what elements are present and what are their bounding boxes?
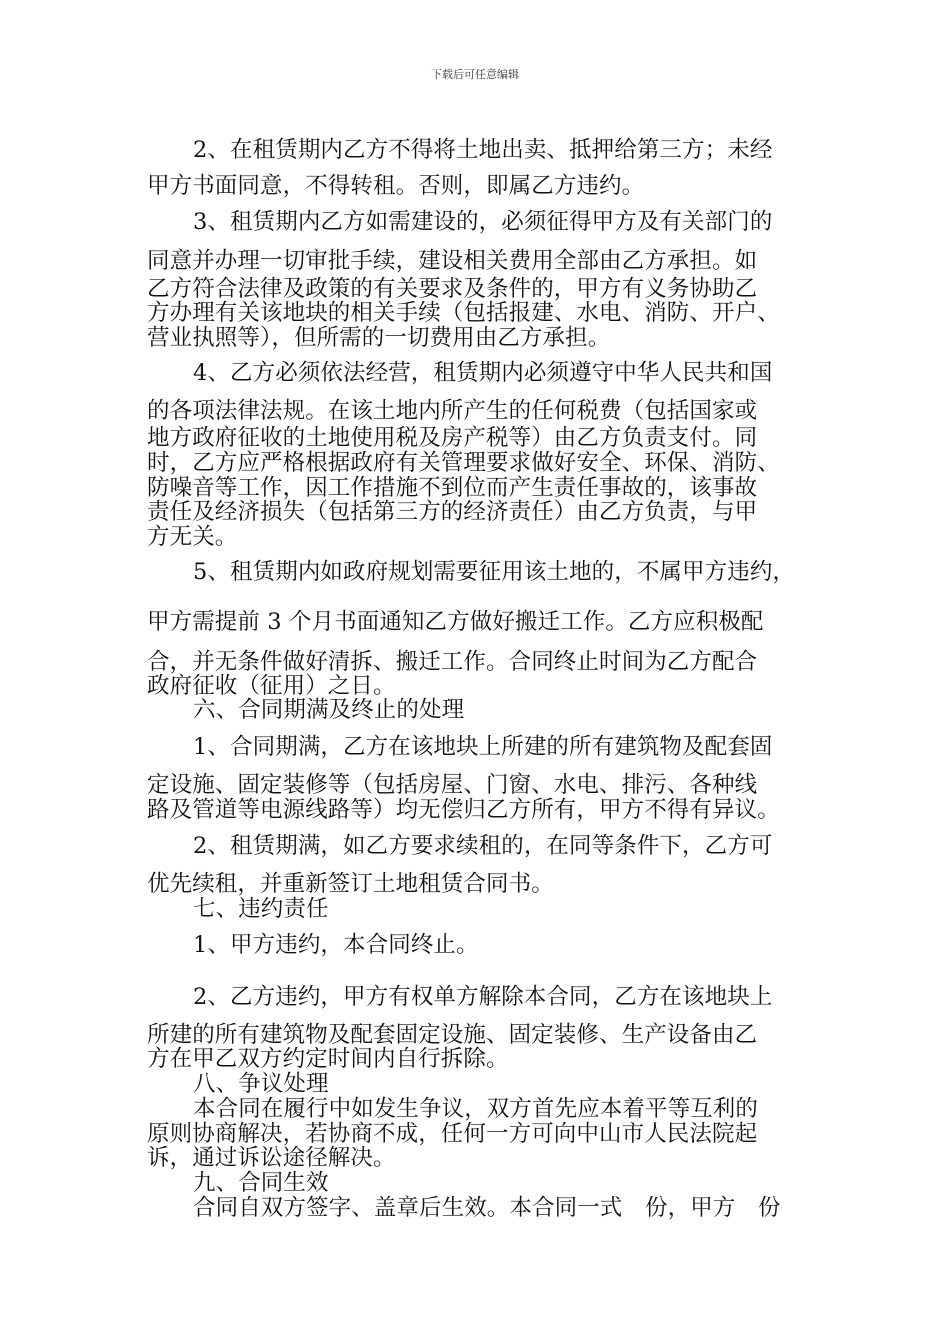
page-header-note: 下载后可任意编辑 (431, 68, 519, 81)
section-heading: 九、合同生效 (193, 1170, 329, 1196)
text-line: 5、租赁期内如政府规划需要征用该土地的，不属甲方违约， (193, 559, 796, 585)
text-line: 责任及经济损失（包括第三方的经济责任）由乙方负责，与甲 (147, 499, 758, 525)
text-line: 本合同在履行中如发生争议，双方首先应本着平等互利的 (193, 1096, 759, 1122)
text-line: 方无关。 (147, 524, 238, 550)
text-line: 甲方需提前 3 个月书面通知乙方做好搬迁工作。乙方应积极配 (147, 609, 764, 635)
text-line: 原则协商解决，若协商不成，任何一方可向中山市人民法院起 (147, 1121, 758, 1147)
text-line: 防噪音等工作，因工作措施不到位而产生责任事故的，该事故 (147, 475, 758, 501)
section-heading: 六、合同期满及终止的处理 (193, 697, 465, 723)
text-line: 时，乙方应严格根据政府有关管理要求做好安全、环保、消防、 (147, 450, 780, 476)
text-line: 方办理有关该地块的相关手续（包括报建、水电、消防、开户、 (147, 300, 780, 326)
text-line: 3、租赁期内乙方如需建设的，必须征得甲方及有关部门的 (193, 209, 773, 235)
text-line: 所建的所有建筑物及配套固定设施、固定装修、生产设备由乙 (147, 1022, 758, 1048)
text-line: 的各项法律法规。在该土地内所产生的任何税费（包括国家或 (147, 398, 758, 424)
text-line: 4、乙方必须依法经营，租赁期内必须遵守中华人民共和国 (193, 360, 773, 386)
text-line: 方在甲乙双方约定时间内自行拆除。 (147, 1046, 509, 1072)
text-line: 乙方符合法律及政策的有关要求及条件的，甲方有义务协助乙 (147, 276, 758, 302)
text-line: 1、合同期满，乙方在该地块上所建的所有建筑物及配套固 (193, 734, 773, 760)
text-line: 2、租赁期满，如乙方要求续租的，在同等条件下，乙方可 (193, 833, 773, 859)
text-line: 1、甲方违约，本合同终止。 (193, 932, 479, 958)
text-line: 2、乙方违约，甲方有权单方解除本合同，乙方在该地块上 (193, 984, 773, 1010)
text-line: 甲方书面同意，不得转租。否则，即属乙方违约。 (147, 173, 645, 199)
section-heading: 八、争议处理 (193, 1071, 329, 1097)
text-line: 优先续租，并重新签订土地租赁合同书。 (147, 871, 554, 897)
text-line: 营业执照等），但所需的一切费用由乙方承担。 (147, 325, 611, 351)
text-line: 合同自双方签字、盖章后生效。本合同一式 份，甲方 份 (193, 1195, 781, 1221)
text-line: 诉，通过诉讼途径解决。 (147, 1145, 396, 1171)
text-line: 2、在租赁期内乙方不得将土地出卖、抵押给第三方；未经 (193, 137, 773, 163)
text-line: 同意并办理一切审批手续，建设相关费用全部由乙方承担。如 (147, 248, 758, 274)
text-line: 政府征收（征用）之日。 (147, 673, 396, 699)
section-heading: 七、违约责任 (193, 896, 329, 922)
text-line: 地方政府征收的土地使用税及房产税等）由乙方负责支付。同 (147, 425, 758, 451)
text-line: 路及管道等电源线路等）均无偿归乙方所有，甲方不得有异议。 (147, 797, 780, 823)
text-line: 合，并无条件做好清拆、搬迁工作。合同终止时间为乙方配合 (147, 649, 758, 675)
text-line: 定设施、固定装修等（包括房屋、门窗、水电、排污、各种线 (147, 772, 758, 798)
